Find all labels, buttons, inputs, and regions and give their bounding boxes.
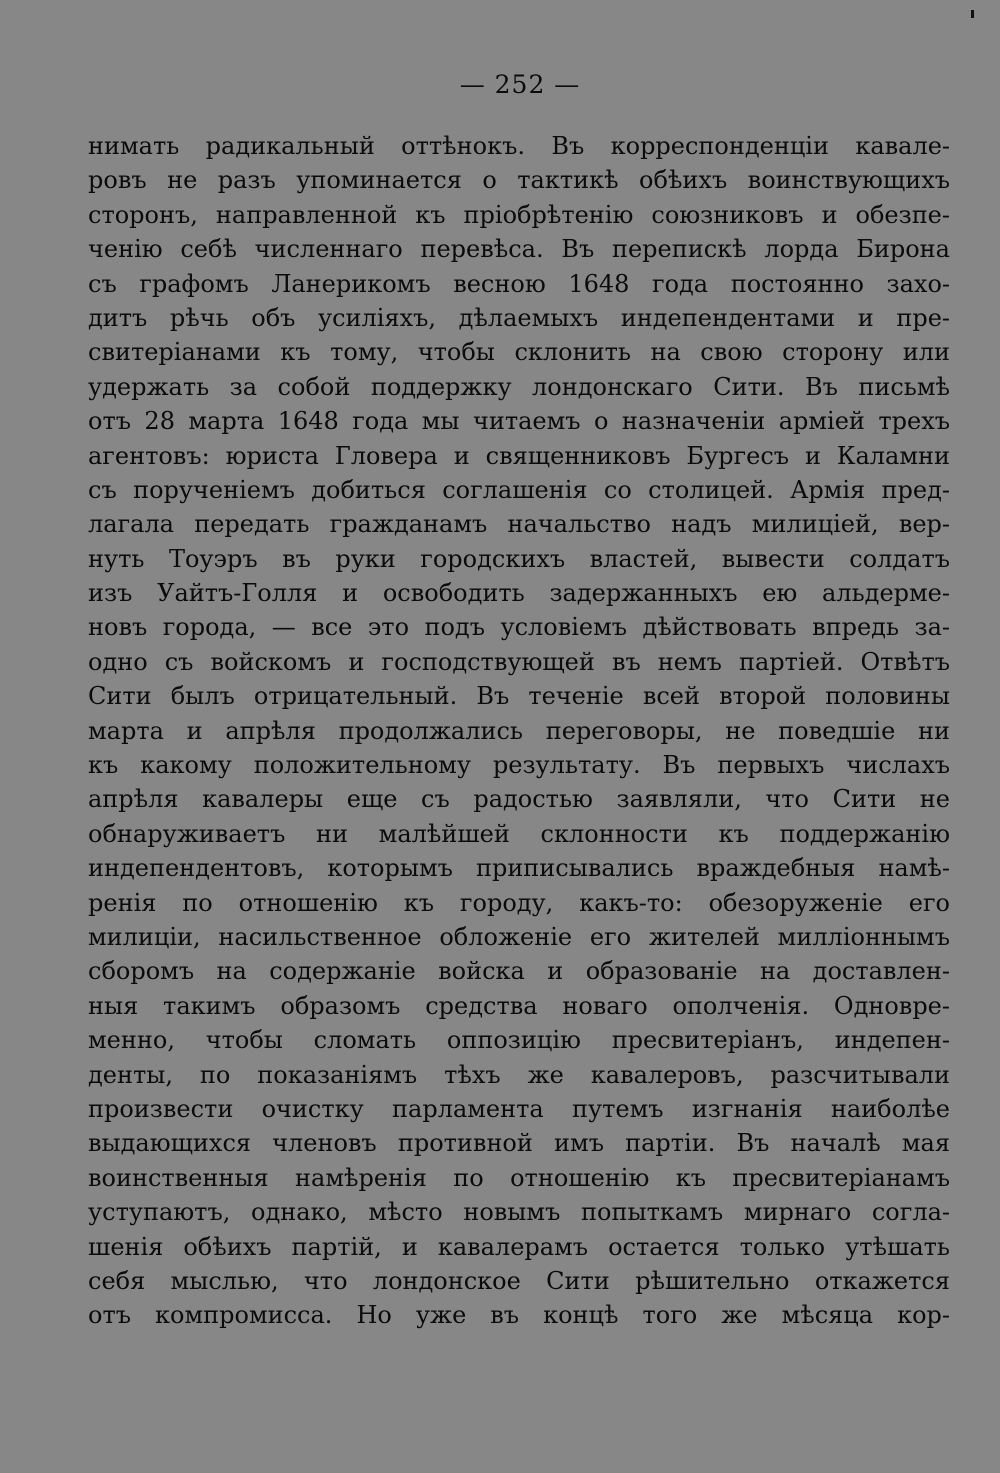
text-line: дитъ рѣчь объ усиліяхъ, дѣлаемыхъ индепендентами и пре- (88, 303, 950, 332)
edge-mark (971, 10, 974, 18)
text-line: ченію себѣ численнаго перевѣса. Въ перепискѣ лорда Бирона (88, 235, 950, 264)
text-line: къ какому положительному результату. Въ первыхъ числахъ (88, 751, 950, 780)
text-line: произвести очистку парламента путемъ изгнанія наиболѣе (88, 1094, 950, 1123)
text-line: выдающихся членовъ противной имъ партіи. Въ началѣ мая (88, 1129, 950, 1158)
text-line: менно, чтобы сломать оппозицію пресвитеріанъ, индепен- (88, 1026, 950, 1055)
text-line: обнаруживаетъ ни малѣйшей склонности къ поддержанію (88, 819, 950, 848)
text-line: себя мыслью, что лондонское Сити рѣшительно откажется (88, 1266, 950, 1295)
text-line: денты, по показаніямъ тѣхъ же кавалеровъ, разсчитывали (88, 1060, 950, 1089)
text-line: индепендентовъ, которымъ приписывались враждебныя намѣ- (88, 854, 950, 883)
text-line: съ порученіемъ добиться соглашенія со столицей. Армія пред- (88, 475, 950, 504)
text-line: сторонъ, направленной къ пріобрѣтенію союзниковъ и обезпе- (88, 200, 950, 229)
text-line: одно съ войскомъ и господствующей въ немъ партіей. Отвѣтъ (88, 647, 950, 676)
text-line: милиціи, насильственное обложеніе его жителей милліоннымъ (88, 922, 950, 951)
text-line: шенія обѣихъ партій, и кавалерамъ остается только утѣшать (88, 1232, 950, 1261)
text-line: съ графомъ Ланерикомъ весною 1648 года постоянно захо- (88, 269, 950, 298)
text-line: лагала передать гражданамъ начальство надъ милиціей, вер- (88, 510, 950, 539)
text-line: отъ 28 марта 1648 года мы читаемъ о назначеніи арміей трехъ (88, 407, 950, 436)
text-line: удержать за собой поддержку лондонскаго Сити. Въ письмѣ (88, 372, 950, 401)
text-line: Сити былъ отрицательный. Въ теченіе всей второй половины (88, 682, 950, 711)
text-line: уступаютъ, однако, мѣсто новымъ попыткамъ мирнаго согла- (88, 1198, 950, 1227)
text-line: нимать радикальный оттѣнокъ. Въ корреспонденціи кавале- (88, 132, 950, 160)
text-line: ныя такимъ образомъ средства новаго ополченія. Одновре- (88, 991, 950, 1020)
text-line: ренія по отношенію къ городу, какъ-то: обезоруженіе его (88, 888, 950, 917)
text-line: воинственныя намѣренія по отношенію къ пресвитеріанамъ (88, 1163, 950, 1192)
text-line: марта и апрѣля продолжались переговоры, не поведшіе ни (88, 716, 950, 745)
text-line: агентовъ: юриста Гловера и священниковъ Бургесъ и Каламни (88, 441, 950, 470)
text-line: отъ компромисса. Но уже въ концѣ того же мѣсяца кор- (88, 1301, 950, 1330)
text-line: свитеріанами къ тому, чтобы склонить на свою сторону или (88, 338, 950, 367)
text-line: сборомъ на содержаніе войска и образованіе на доставлен- (88, 957, 950, 986)
text-line: новъ города, — все это подъ условіемъ дѣйствовать впредь за- (88, 613, 950, 642)
page-number: — 252 — (459, 70, 581, 99)
text-line: нуть Тоуэръ въ руки городскихъ властей, вывести солдатъ (88, 544, 950, 573)
text-line: ровъ не разъ упоминается о тактикѣ обѣихъ воинствующихъ (88, 166, 950, 195)
text-line: апрѣля кавалеры еще съ радостью заявляли, что Сити не (88, 785, 950, 814)
body-text (88, 129, 950, 1333)
text-line: изъ Уайтъ-Голля и освободить задержанныхъ ею альдерме- (88, 579, 950, 608)
